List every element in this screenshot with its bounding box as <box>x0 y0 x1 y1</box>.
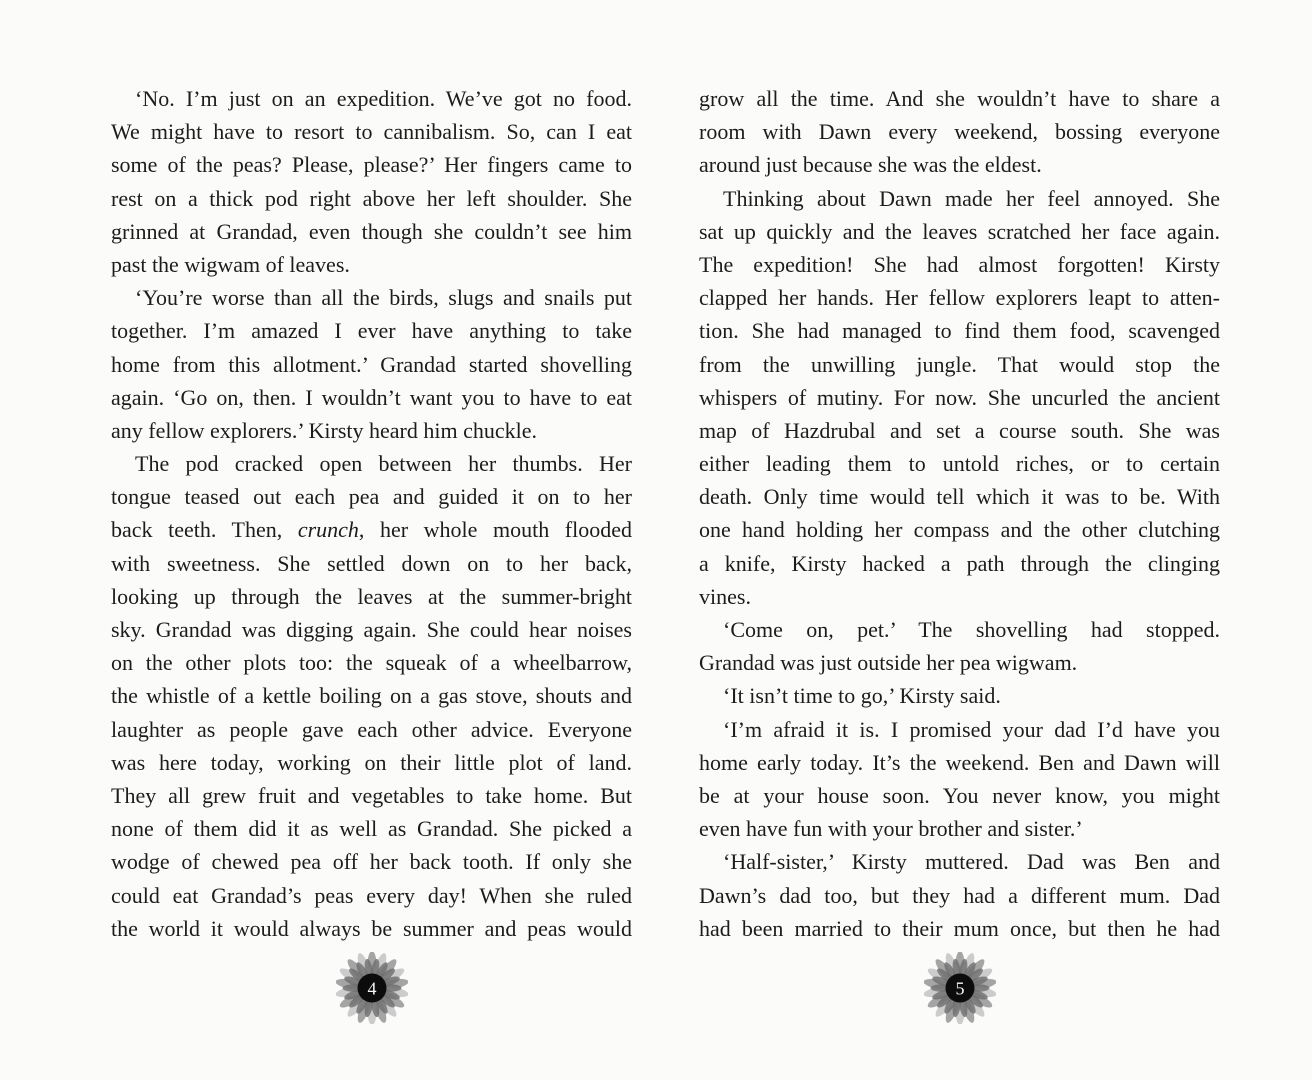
text-line <box>699 82 1220 115</box>
text-segment: ‘I’m afraid it is. I promised your dad I’d have you <box>723 716 1220 742</box>
text-line <box>111 82 632 115</box>
text-segment: sat up quickly and the leaves scratched her face again. <box>699 218 1220 244</box>
text-line <box>111 447 632 480</box>
text-segment: again. ‘Go on, then. I wouldn’t want you to have to eat <box>111 384 632 410</box>
text-line <box>699 613 1220 646</box>
text-segment: any fellow explorers.’ Kirsty heard him chuckle. <box>111 417 538 443</box>
text-segment: map of Hazdrubal and set a course south. She was <box>699 417 1220 443</box>
text-segment: none of them did it as well as Grandad. She picked a <box>111 816 632 842</box>
left-page-number-ornament <box>336 952 408 1024</box>
text-line <box>699 679 1220 712</box>
text-line <box>699 912 1220 945</box>
text-line <box>699 480 1220 513</box>
text-line <box>111 845 632 878</box>
text-segment: around just because she was the eldest. <box>699 152 1042 178</box>
text-segment: sky. Grandad was digging again. She could hear noises <box>111 617 632 642</box>
text-segment: ‘Half-sister,’ Kirsty muttered. Dad was Ben and <box>723 849 1220 875</box>
text-segment: looking up through the leaves at the summer-bright <box>111 583 632 609</box>
text-line <box>111 912 632 945</box>
text-line <box>111 248 632 281</box>
text-line <box>699 348 1220 381</box>
text-segment: the whistle of a kettle boiling on a gas stove, shouts and <box>111 683 632 709</box>
text-line <box>111 879 632 912</box>
text-segment: vines. <box>699 583 751 609</box>
text-line <box>111 580 632 613</box>
text-segment: They all grew fruit and vegetables to take home. But <box>111 782 632 808</box>
text-segment: grinned at Grandad, even though she couldn’t see him <box>111 218 632 244</box>
left-page-text-column <box>111 82 632 945</box>
text-segment: from the unwilling jungle. That would stop the <box>699 351 1220 377</box>
text-line <box>111 115 632 148</box>
text-line <box>699 646 1220 679</box>
text-segment: The expedition! She had almost forgotten! Kirsty <box>699 251 1220 277</box>
text-line <box>699 414 1220 447</box>
text-segment: tion. She had managed to find them food, scavenged <box>699 318 1220 344</box>
text-line <box>111 613 632 646</box>
text-line <box>699 248 1220 281</box>
text-segment: clapped her hands. Her fellow explorers leapt to atten- <box>699 285 1220 311</box>
text-line <box>111 679 632 712</box>
text-segment: home from this allotment.’ Grandad started shovelling <box>111 351 632 377</box>
text-segment: Dawn’s dad too, but they had a different mum. Dad <box>699 882 1220 908</box>
text-line <box>699 812 1220 845</box>
text-segment: with sweetness. She settled down on to her back, <box>111 550 632 576</box>
text-line <box>699 845 1220 878</box>
text-line <box>111 713 632 746</box>
text-segment: grow all the time. And she wouldn’t have to share a <box>699 86 1220 111</box>
text-segment: could eat Grandad’s peas every day! When she ruled <box>111 882 632 908</box>
text-line <box>699 281 1220 314</box>
text-segment: , her whole mouth flooded <box>358 517 632 543</box>
text-line <box>699 513 1220 546</box>
text-segment: laughter as people gave each other advice. Everyone <box>111 716 632 742</box>
text-line <box>111 480 632 513</box>
text-line <box>699 148 1220 181</box>
text-segment: ‘Come on, pet.’ The shovelling had stopped. <box>723 617 1220 642</box>
text-segment: We might have to resort to cannibalism. So, can I eat <box>111 119 632 145</box>
text-line <box>111 547 632 580</box>
page-number: 5 <box>955 978 965 999</box>
text-line <box>111 182 632 215</box>
text-segment: room with Dawn every weekend, bossing everyone <box>699 119 1220 145</box>
text-segment: Grandad was just outside her pea wigwam. <box>699 650 1078 676</box>
page-number: 4 <box>367 978 377 999</box>
text-segment: one hand holding her compass and the other clutching <box>699 517 1220 543</box>
text-segment: ‘It isn’t time to go,’ Kirsty said. <box>723 683 1001 709</box>
text-segment: The pod cracked open between her thumbs. Her <box>135 451 632 477</box>
text-line <box>111 348 632 381</box>
text-segment: together. I’m amazed I ever have anything to take <box>111 318 632 344</box>
text-line <box>699 713 1220 746</box>
text-segment: on the other plots too: the squeak of a wheelbarrow, <box>111 650 632 676</box>
right-page-number-ornament <box>924 952 996 1024</box>
text-segment: whispers of mutiny. For now. She uncurled the ancient <box>699 384 1220 410</box>
right-page-text-column <box>699 82 1220 945</box>
text-line <box>111 513 632 546</box>
text-line <box>111 414 632 447</box>
text-line <box>111 215 632 248</box>
text-line <box>111 746 632 779</box>
text-segment: some of the peas? Please, please?’ Her fingers came to <box>111 152 632 178</box>
text-line <box>699 779 1220 812</box>
text-line <box>111 148 632 181</box>
text-line <box>111 812 632 845</box>
sunflower-icon <box>336 952 408 1024</box>
text-segment: was here today, working on their little plot of land. <box>111 749 632 775</box>
text-segment: the world it would always be summer and peas would <box>111 915 632 941</box>
text-line <box>111 779 632 812</box>
text-segment: had been married to their mum once, but then he had <box>699 915 1220 941</box>
text-segment: home early today. It’s the weekend. Ben and Dawn will <box>699 749 1220 775</box>
text-segment: rest on a thick pod right above her left shoulder. She <box>111 185 632 211</box>
text-line <box>699 746 1220 779</box>
text-line <box>111 646 632 679</box>
text-line <box>699 381 1220 414</box>
text-segment: either leading them to untold riches, or to certain <box>699 451 1220 477</box>
text-segment: past the wigwam of leaves. <box>111 251 350 277</box>
text-line <box>699 879 1220 912</box>
text-segment: death. Only time would tell which it was to be. With <box>699 484 1220 510</box>
text-segment: wodge of chewed pea off her back tooth. If only she <box>111 849 632 875</box>
text-segment: a knife, Kirsty hacked a path through the clinging <box>699 550 1220 576</box>
text-line <box>699 580 1220 613</box>
text-segment: tongue teased out each pea and guided it on to her <box>111 484 632 510</box>
text-line <box>699 115 1220 148</box>
text-line <box>111 281 632 314</box>
text-segment: ‘No. I’m just on an expedition. We’ve got no food. <box>135 86 632 111</box>
text-line <box>111 314 632 347</box>
text-line <box>699 447 1220 480</box>
sunflower-icon <box>924 952 996 1024</box>
text-line <box>699 215 1220 248</box>
text-segment: ‘You’re worse than all the birds, slugs and snails put <box>135 285 632 311</box>
text-segment: be at your house soon. You never know, you might <box>699 782 1220 808</box>
text-segment: even have fun with your brother and sister.’ <box>699 816 1083 842</box>
text-line <box>699 547 1220 580</box>
italic-text-segment: crunch <box>297 517 359 543</box>
text-line <box>699 314 1220 347</box>
text-segment: Thinking about Dawn made her feel annoyed. She <box>723 185 1220 211</box>
text-line <box>699 182 1220 215</box>
text-segment: back teeth. Then, <box>111 517 298 543</box>
text-line <box>111 381 632 414</box>
